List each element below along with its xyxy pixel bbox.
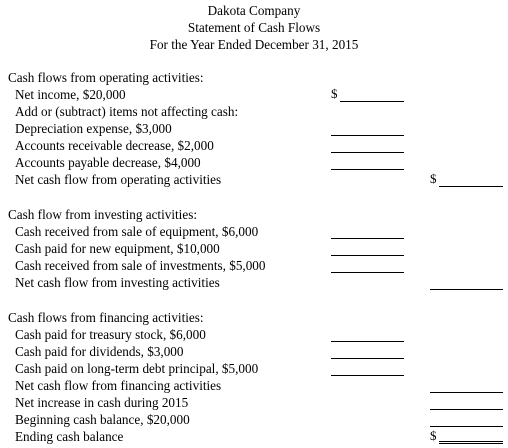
answer-blank-double-underline[interactable] bbox=[439, 428, 503, 444]
financing-debt-row: Cash paid on long-term debt principal, $5,000 bbox=[0, 360, 508, 377]
answer-blank[interactable] bbox=[430, 274, 503, 290]
net-increase-row: Net increase in cash during 2015 bbox=[0, 394, 508, 411]
operating-adjust-heading-row: Add or (subtract) items not affecting cash: bbox=[15, 104, 239, 119]
answer-blank[interactable] bbox=[331, 257, 404, 273]
answer-blank[interactable] bbox=[430, 377, 503, 393]
investing-sale-investments-row: Cash received from sale of investments, $5,000 bbox=[0, 257, 508, 274]
statement-title: Statement of Cash Flows bbox=[187, 20, 321, 35]
investing-section-title: Cash flow from investing activities: bbox=[8, 207, 197, 222]
operating-section-title: Cash flows from operating activities: bbox=[8, 70, 204, 85]
currency-symbol: $ bbox=[430, 171, 437, 186]
answer-blank[interactable] bbox=[331, 120, 404, 136]
investing-net-row: Net cash flow from investing activities bbox=[0, 274, 508, 291]
operating-net-row: Net cash flow from operating activities $ bbox=[0, 171, 508, 188]
answer-blank[interactable] bbox=[331, 240, 404, 256]
statement-header bbox=[0, 2, 508, 53]
answer-blank[interactable] bbox=[331, 343, 404, 359]
investing-sale-equipment-row: Cash received from sale of equipment, $6,000 bbox=[0, 223, 508, 240]
investing-new-equipment-row: Cash paid for new equipment, $10,000 bbox=[0, 240, 508, 257]
answer-blank[interactable] bbox=[331, 360, 404, 376]
answer-blank[interactable] bbox=[331, 223, 404, 239]
financing-net-row: Net cash flow from financing activities bbox=[0, 377, 508, 394]
currency-symbol: $ bbox=[331, 86, 338, 101]
answer-blank[interactable] bbox=[340, 86, 404, 102]
financing-dividends-row: Cash paid for dividends, $3,000 bbox=[0, 343, 508, 360]
operating-ar-row: Accounts receivable decrease, $2,000 bbox=[0, 137, 508, 154]
financing-treasury-row: Cash paid for treasury stock, $6,000 bbox=[0, 326, 508, 343]
answer-blank[interactable] bbox=[331, 137, 404, 153]
operating-net-income-row: Net income, $20,000 $ bbox=[0, 86, 508, 103]
operating-ap-row: Accounts payable decrease, $4,000 bbox=[0, 154, 508, 171]
currency-symbol: $ bbox=[430, 428, 437, 443]
financing-section-title: Cash flows from financing activities: bbox=[8, 310, 204, 325]
company-name: Dakota Company bbox=[207, 3, 301, 18]
ending-balance-row: Ending cash balance $ bbox=[0, 428, 508, 445]
answer-blank[interactable] bbox=[331, 326, 404, 342]
answer-blank[interactable] bbox=[430, 394, 503, 410]
beginning-balance-row: Beginning cash balance, $20,000 bbox=[0, 411, 508, 428]
statement-period: For the Year Ended December 31, 2015 bbox=[149, 37, 359, 52]
operating-depreciation-row: Depreciation expense, $3,000 bbox=[0, 120, 508, 137]
answer-blank[interactable] bbox=[331, 154, 404, 170]
answer-blank[interactable] bbox=[439, 171, 503, 187]
answer-blank[interactable] bbox=[430, 411, 503, 427]
